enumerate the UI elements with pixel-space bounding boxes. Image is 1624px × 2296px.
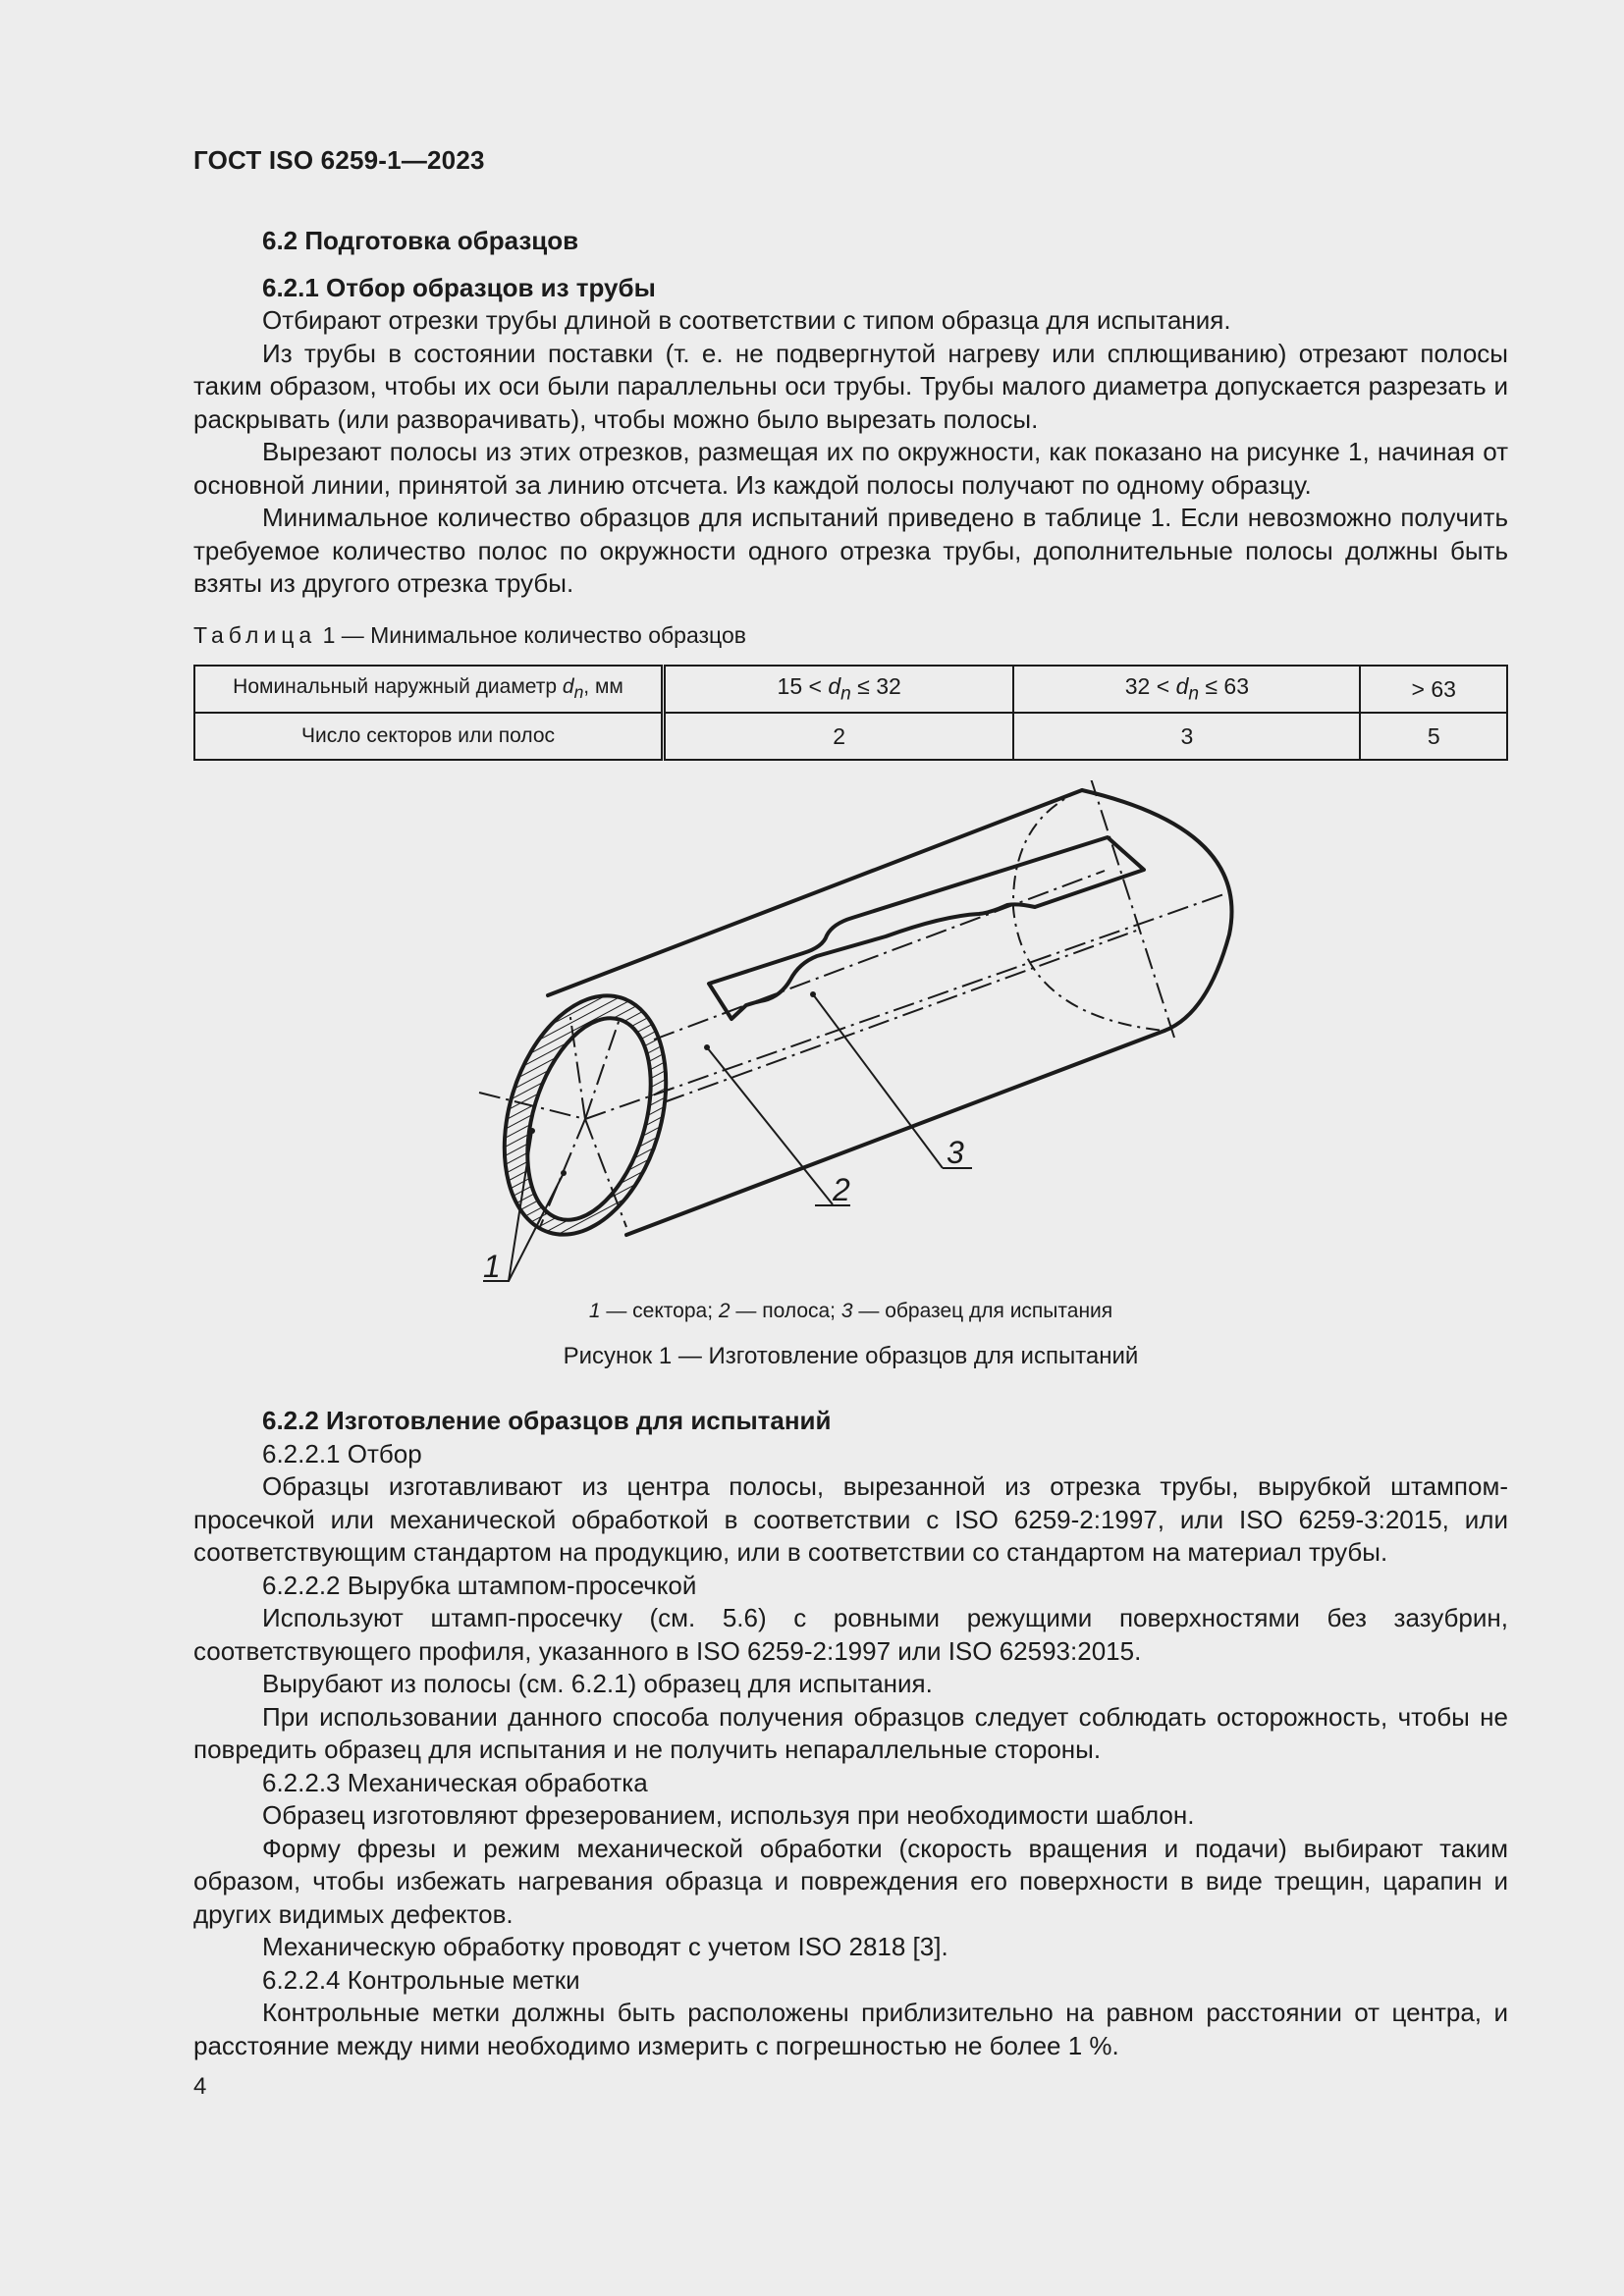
table-cell: $32 < d_n \le 63$ [1013,666,1360,713]
paragraph: Используют штамп-просечку (см. 5.6) с ровными режущими поверхностями без зазубрин, соответствующего профиля, указанного в ISO 6259-2:1997 или ISO 62593:2015. [193,1603,1508,1666]
clause-title: 6.2.2.4 Контрольные метки [262,1964,580,1995]
pipe-specimen-figure [461,780,1247,1291]
subsection-title: 6.2.2 Изготовление образцов для испытаний [262,1406,832,1435]
pipe-far-end-hidden-arc [1013,790,1164,1031]
clause-title: 6.2.2.3 Механическая обработка [262,1767,648,1797]
section-6-2-2 [193,1405,1508,2062]
figure-key: 1 — сектора; 2 — полоса; 3 — образец для испытания [588,1300,1113,1322]
clause-title: 6.2.2.2 Вырубка штампом-просечкой [262,1570,697,1600]
paragraph: Форму фрезы и режим механической обработки (скорость вращения и подачи) выбирают таким образом, чтобы избежать нагревания образца и повреждения его поверхности в виде трещин, царапин и других видимых дефектов. [193,1833,1508,1929]
paragraph: Отбирают отрезки трубы длиной в соответствии с типом образца для испытания. [262,305,1231,335]
paragraph: Образцы изготавливают из центра полосы, вырезанной из отрезка трубы, вырубкой штампом-просечкой или механической обработкой в соответствии с ISO 6259-2:1997, или ISO 6259-3:2015, или соответствующим стандартом на продукцию, или в соответствии со стандартом на материал трубы. [193,1471,1508,1567]
table-cell: 2 [664,713,1014,760]
table-caption [193,622,746,649]
paragraph: Из трубы в состоянии поставки (т. е. не подвергнутой нагреву или сплющиванию) отрезают полосы таким образом, чтобы их оси были параллельны оси трубы. Трубы малого диаметра допускается разрезать и раскрывать (или разворачивать), чтобы можно было вырезать полосы. [193,338,1508,434]
section-6-2 [193,225,1508,601]
table-row [194,666,1507,713]
test-specimen-outline [709,837,1144,1019]
table-caption-text: 1 — Минимальное количество образцов [316,622,746,648]
document-header: ГОСТ ISO 6259-1—2023 [193,145,485,175]
figure-label-strip: 2 [833,1172,850,1207]
paragraph: Механическую обработку проводят с учетом ISO 2818 [3]. [262,1932,948,1961]
subsection-title: 6.2.1 Отбор образцов из трубы [262,272,656,302]
figure-title: Рисунок 1 — Изготовление образцов для испытаний [563,1343,1139,1369]
paragraph: Вырубают из полосы (см. 6.2.1) образец для испытания. [262,1669,933,1698]
paragraph: Образец изготовляют фрезерованием, используя при необходимости шаблон. [262,1800,1195,1830]
pipe-far-end-arc [1082,790,1231,1031]
table-cell: 5 [1360,713,1507,760]
table-cell: 3 [1013,713,1360,760]
table-caption-word: Таблица [193,622,317,648]
clause-title: 6.2.2.1 Отбор [262,1438,422,1468]
table-cell-count-label: Число секторов или полос [194,713,664,760]
paragraph: Контрольные метки должны быть расположены приблизительно на равном расстоянии от центра, и расстояние между ними необходимо измерить с погрешностью не более 1 %. [193,1998,1508,2060]
table-cell-diameter-label: Номинальный наружный диаметр $d_n$, мм [194,666,664,713]
paragraph: Минимальное количество образцов для испытаний приведено в таблице 1. Если невозможно получить требуемое количество полос по окружности одного отрезка трубы, дополнительные полосы должны быть взяты из другого отрезка трубы. [193,503,1508,598]
paragraph: При использовании данного способа получения образцов следует соблюдать осторожность, чтобы не повредить образец для испытания и не получить непараллельные стороны. [193,1701,1508,1764]
figure-label-specimen: 3 [947,1135,964,1170]
table-row [194,713,1507,760]
strip-upper-line [654,871,1105,1040]
page-number: 4 [193,2073,207,2100]
leader-line-3 [813,994,943,1168]
specimen-count-table [193,665,1508,761]
table-cell: $15 < d_n \le 32$ [664,666,1014,713]
section-title: 6.2 Подготовка образцов [262,226,579,255]
table-cell: > 63 [1360,666,1507,713]
pipe-top-edge [548,790,1082,995]
figure-label-sectors: 1 [483,1249,501,1284]
paragraph: Вырезают полосы из этих отрезков, размещая их по окружности, как показано на рисунке 1, начиная от основной линии, принятой за линию отсчета. Из каждой полосы получают по одному образцу. [193,437,1508,500]
pipe-bottom-edge [626,1031,1164,1235]
